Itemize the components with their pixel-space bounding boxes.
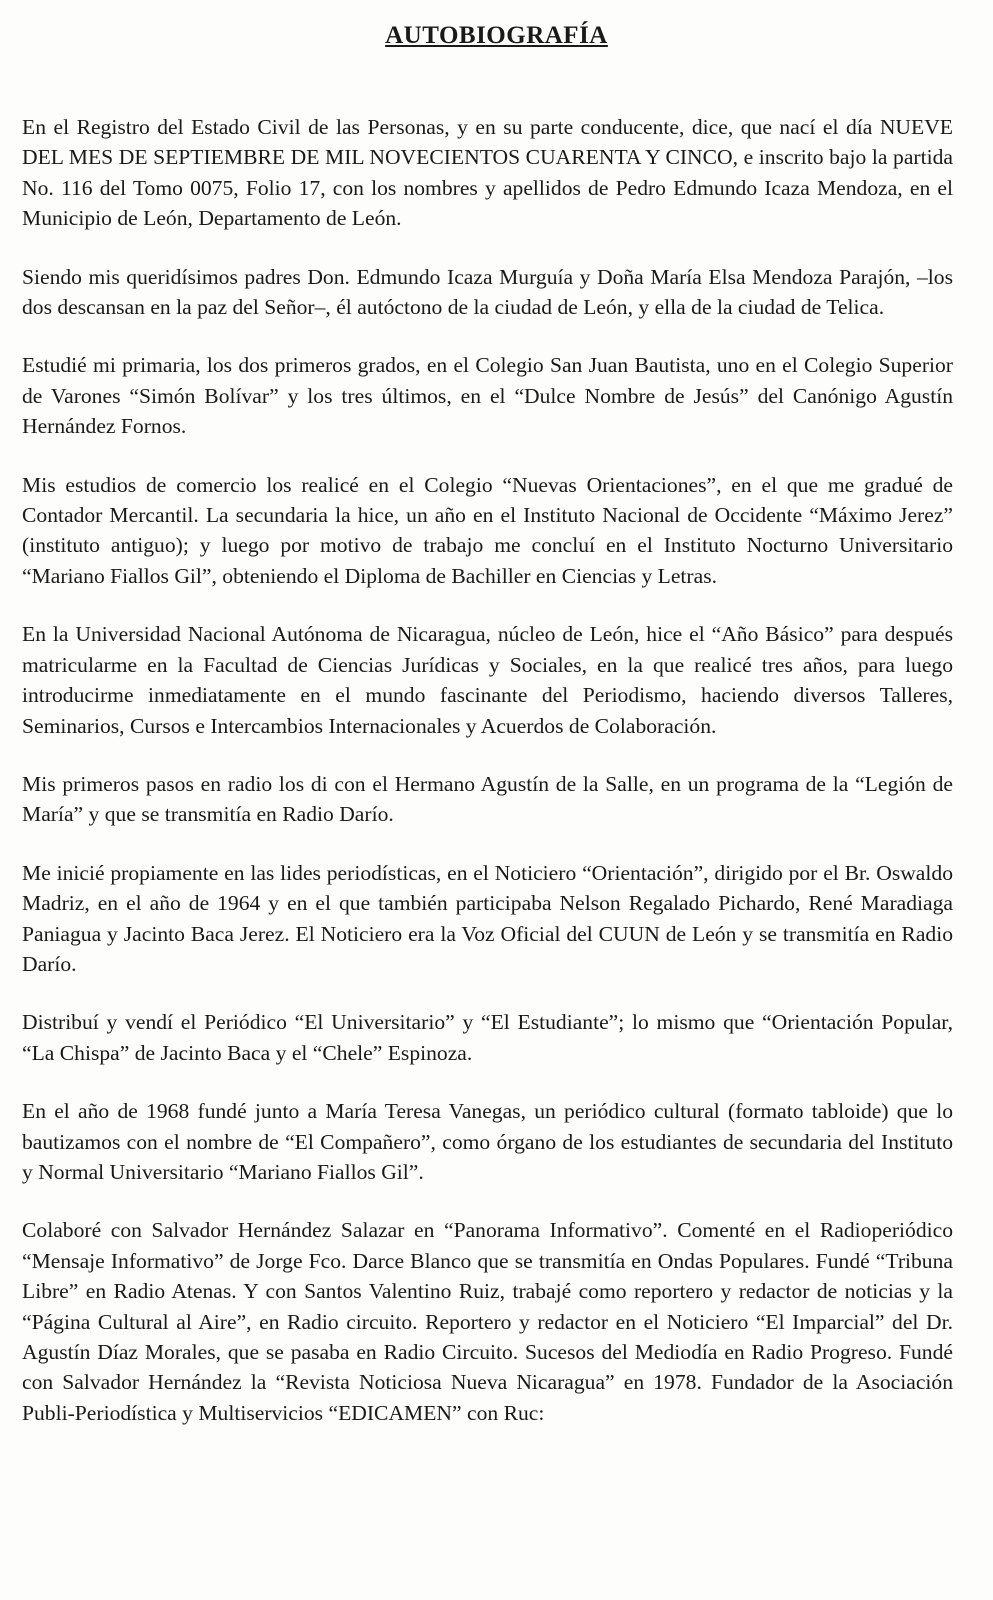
paragraph-birth-registry: En el Registro del Estado Civil de las Personas, y en su parte conducente, dice, que nací el día NUEVE DEL MES DE SEPTIEMBRE DE MIL NOVECIENTOS CUARENTA Y CINCO, e inscrito bajo la partida No. 116 del Tomo 0075, Folio 17, con los nombres y apellidos de Pedro Edmundo Icaza Mendoza, en el Municipio de León, Departamento de León. xyxy=(22,115,953,231)
paragraph-noticiero-orientacion: Me inicié propiamente en las lides periodísticas, en el Noticiero “Orientación”, dirigido por el Br. Oswaldo Madriz, en el año de 1964 y en el que también participaba Nelson Regalado Pichardo, René Maradiaga Paniagua y Jacinto Baca Jerez. El Noticiero era la Voz Oficial del CUUN de León y se transmitía en Radio Darío. xyxy=(22,860,953,976)
document-body xyxy=(22,112,953,1456)
paragraph-el-companero: En el año de 1968 fundé junto a María Teresa Vanegas, un periódico cultural (formato tabloide) que lo bautizamos con el nombre de “El Compañero”, como órgano de los estudiantes de secundaria del Instituto y Normal Universitario “Mariano Fiallos Gil”. xyxy=(22,1099,953,1184)
paragraph-university: En la Universidad Nacional Autónoma de Nicaragua, núcleo de León, hice el “Año Básico” para después matricularme en la Facultad de Ciencias Jurídicas y Sociales, en la que realicé tres años, para luego introducirme inmediatamente en el mundo fascinante del Periodismo, haciendo diversos Talleres, Seminarios, Cursos e Intercambios Internacionales y Acuerdos de Colaboración. xyxy=(22,622,953,738)
document-title: AUTOBIOGRAFÍA xyxy=(385,22,608,49)
paragraph-secondary-studies: Mis estudios de comercio los realicé en el Colegio “Nuevas Orientaciones”, en el que me gradué de Contador Mercantil. La secundaria la hice, un año en el Instituto Nacional de Occidente “Máximo Jerez” (instituto antiguo); y luego por motivo de trabajo me concluí en el Instituto Nocturno Universitario “Mariano Fiallos Gil”, obteniendo el Diploma de Bachiller en Ciencias y Letras. xyxy=(22,472,953,588)
paragraph-primary-school: Estudié mi primaria, los dos primeros grados, en el Colegio San Juan Bautista, uno en el Colegio Superior de Varones “Simón Bolívar” y los tres últimos, en el “Dulce Nombre de Jesús” del Canónigo Agustín Hernández Fornos. xyxy=(22,353,953,439)
paragraph-parents: Siendo mis queridísimos padres Don. Edmundo Icaza Murguía y Doña María Elsa Mendoza Parajón, –los dos descansan en la paz del Señor–, él autóctono de la ciudad de León, y ella de la ciudad de Telica. xyxy=(22,264,953,320)
paragraph-collaborations: Colaboré con Salvador Hernández Salazar en “Panorama Informativo”. Comenté en el Radioperiódico “Mensaje Informativo” de Jorge Fco. Darce Blanco que se transmitía en Ondas Populares. Fundé “Tribuna Libre” en Radio Atenas. Y con Santos Valentino Ruiz, trabajé como reportero y redactor de noticias y la “Página Cultural al Aire”, en Radio circuito. Reportero y redactor en el Noticiero “El Imparcial” del Dr. Agustín Díaz Morales, que se pasaba en Radio Circuito. Sucesos del Mediodía en Radio Progreso. Fundé con Salvador Hernández la “Revista Noticiosa Nueva Nicaragua” en 1978. Fundador de la Asociación Publi-Periodística y Multiservicios “EDICAMEN” con Ruc: xyxy=(22,1218,953,1425)
paragraph-newspapers: Distribuí y vendí el Periódico “El Universitario” y “El Estudiante”; lo mismo que “Orientación Popular, “La Chispa” de Jacinto Baca y el “Chele” Espinoza. xyxy=(22,1010,953,1065)
paragraph-first-radio: Mis primeros pasos en radio los di con el Hermano Agustín de la Salle, en un programa de la “Legión de María” y que se transmitía en Radio Darío. xyxy=(22,771,953,827)
